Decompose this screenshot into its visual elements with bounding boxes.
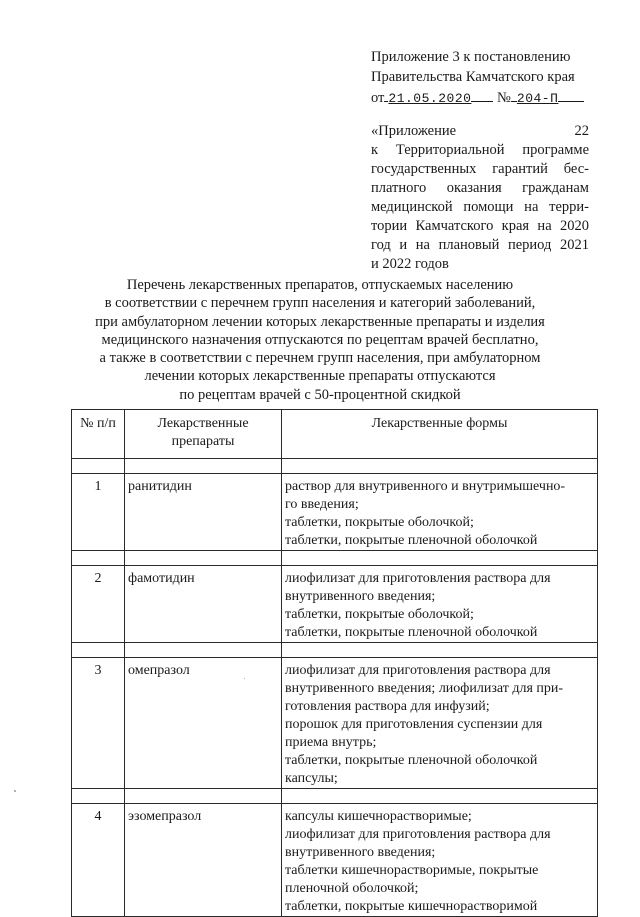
row-gap — [72, 789, 598, 804]
approval-line-2: Правительства Камчатского края — [371, 69, 575, 85]
form-line: капсулы кишечнорастворимые; — [285, 809, 472, 824]
header-drug-line-1: Лекарственные — [157, 416, 249, 431]
row-num: 1 — [72, 474, 125, 551]
form-line: лиофилизат для приготовления раствора для — [285, 571, 551, 586]
header-forms: Лекарственные формы — [282, 410, 598, 459]
table-row — [72, 474, 598, 551]
row-num: 2 — [72, 566, 125, 643]
form-line: го введения; — [285, 497, 359, 512]
row-num: 4 — [72, 804, 125, 917]
row-drug: эзомепразол — [125, 804, 282, 917]
title-line: а также в соответствии с перечнем групп населения, при амбулаторном — [99, 350, 541, 367]
form-line: таблетки, покрытые оболочкой; — [285, 515, 474, 530]
scan-speck — [244, 678, 245, 679]
number-prefix: № — [497, 90, 511, 106]
row-forms — [282, 804, 598, 917]
annex-line: тории Камчатского края на 2020 — [371, 218, 589, 234]
row-forms — [282, 474, 598, 551]
annex-reference — [371, 122, 589, 274]
annex-line: «Приложение 22 — [371, 123, 589, 139]
title-line: медицинского назначения отпускаются по рецептам врачей бесплатно, — [101, 331, 539, 348]
row-forms — [282, 566, 598, 643]
table-row — [72, 566, 598, 643]
from-prefix: от — [371, 90, 385, 106]
row-drug: фамотидин — [125, 566, 282, 643]
row-num: 3 — [72, 658, 125, 789]
annex-line: государственных гарантий бес- — [371, 161, 589, 177]
approval-header — [371, 47, 601, 109]
form-line: внутривенного введения; — [285, 589, 436, 604]
scan-speck — [14, 790, 16, 792]
form-line: таблетки, покрытые пленочной оболочкой — [285, 753, 538, 768]
table-row — [72, 658, 598, 789]
annex-line: год и на плановый период 2021 — [371, 237, 589, 253]
annex-line: к Территориальной программе — [371, 142, 589, 158]
form-line: приема внутрь; — [285, 735, 377, 750]
table-row — [72, 804, 598, 917]
document-title — [90, 276, 550, 404]
title-line: лечении которых лекарственные препараты отпускаются — [144, 368, 496, 385]
decree-date: 21.05.2020 — [388, 91, 472, 106]
row-drug: ранитидин — [125, 474, 282, 551]
row-gap — [72, 459, 598, 474]
form-line: внутривенного введения; — [285, 845, 436, 860]
header-drug-line-2: препараты — [171, 434, 235, 449]
form-line: лиофилизат для приготовления раствора для — [285, 827, 551, 842]
approval-line-1: Приложение 3 к постановлению — [371, 49, 571, 65]
header-num: № п/п — [72, 410, 125, 459]
form-line: лиофилизат для приготовления раствора для — [285, 663, 551, 678]
form-line: таблетки, покрытые пленочной оболочкой — [285, 533, 538, 548]
row-gap — [72, 643, 598, 658]
title-line: при амбулаторном лечении которых лекарственные препараты и изделия — [95, 313, 545, 330]
form-line: таблетки кишечнорастворимые, покрытые — [285, 863, 539, 878]
title-line: в соответствии с перечнем групп населения и категорий заболеваний, — [104, 295, 536, 312]
header-drug — [125, 410, 282, 459]
form-line: внутривенного введения; лиофилизат для при- — [285, 681, 564, 696]
form-line: готовления раствора для инфузий; — [285, 699, 490, 714]
form-line: таблетки, покрытые пленочной оболочкой — [285, 625, 538, 640]
form-line: раствор для внутривенного и внутримышечно- — [285, 479, 566, 494]
row-forms — [282, 658, 598, 789]
table-header-row — [72, 410, 598, 459]
annex-line: медицинской помощи на терри- — [371, 199, 589, 215]
title-line: Перечень лекарственных препаратов, отпускаемых населению — [126, 277, 514, 293]
form-line: пленочной оболочкой; — [285, 881, 419, 896]
form-line: порошок для приготовления суспензии для — [285, 717, 543, 732]
row-gap — [72, 551, 598, 566]
annex-line: и 2022 годов — [371, 256, 449, 272]
form-line: таблетки, покрытые оболочкой; — [285, 607, 474, 622]
annex-line: платного оказания гражданам — [371, 180, 589, 196]
approval-date-line — [371, 87, 601, 109]
drugs-table — [71, 409, 598, 917]
title-line: по рецептам врачей с 50-процентной скидкой — [179, 386, 461, 403]
form-line: таблетки, покрытые кишечнорастворимой — [285, 899, 538, 914]
form-line: капсулы; — [285, 771, 338, 786]
row-drug: омепразол — [125, 658, 282, 789]
decree-number: 204-П — [516, 91, 559, 106]
